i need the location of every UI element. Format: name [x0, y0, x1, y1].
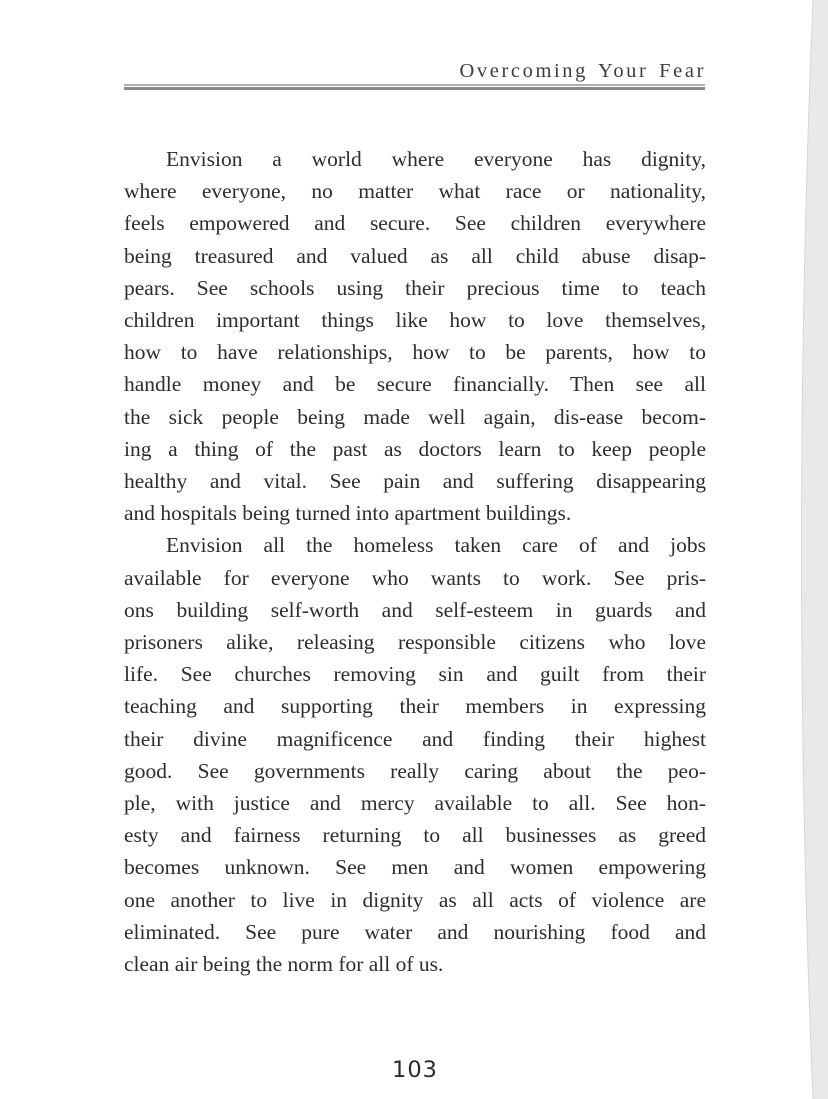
text-line: esty and fairness returning to all businesses as greed: [124, 823, 706, 848]
text-line: ple, with justice and mercy available to all. See hon-: [124, 791, 706, 816]
text-line: life. See churches removing sin and guilt from their: [124, 662, 706, 687]
text-line: ons building self-worth and self-esteem in guards and: [124, 597, 706, 622]
text-line: ing a thing of the past as doctors learn to keep people: [124, 436, 706, 461]
text-line: clean air being the norm for all of us.: [124, 952, 444, 977]
page-number: 103: [392, 1057, 438, 1083]
header-rule-thick-line: [124, 87, 705, 90]
running-head: Overcoming Your Fear: [459, 60, 706, 82]
text-line: the sick people being made well again, dis-ease becom-: [124, 404, 706, 429]
text-line: prisoners alike, releasing responsible citizens who love: [124, 630, 706, 655]
text-line: where everyone, no matter what race or nationality,: [124, 179, 706, 204]
body-text: [124, 143, 706, 980]
text-line: feels empowered and secure. See children everywhere: [124, 211, 706, 236]
text-line: and hospitals being turned into apartment buildings.: [124, 501, 572, 526]
text-line: pears. See schools using their precious time to teach: [124, 275, 706, 300]
text-line: children important things like how to love themselves,: [124, 308, 706, 333]
paragraph-2: [124, 529, 706, 980]
text-line: handle money and be secure financially. Then see all: [124, 372, 706, 397]
text-line: their divine magnificence and finding their highest: [124, 726, 706, 751]
text-line: Envision all the homeless taken care of and jobs: [166, 533, 706, 558]
text-line: Envision a world where everyone has dignity,: [166, 147, 706, 171]
text-line: available for everyone who wants to work. See pris-: [124, 565, 706, 590]
text-line: teaching and supporting their members in expressing: [124, 694, 706, 719]
text-line: how to have relationships, how to be parents, how to: [124, 340, 706, 365]
text-line: good. See governments really caring about the peo-: [124, 758, 706, 783]
text-line: one another to live in dignity as all acts of violence are: [124, 887, 706, 912]
header-double-rule: [124, 84, 705, 90]
text-line: eliminated. See pure water and nourishing food and: [124, 919, 706, 944]
text-line: being treasured and valued as all child abuse disap-: [124, 243, 706, 268]
text-line: healthy and vital. See pain and suffering disappearing: [124, 469, 706, 494]
text-line: becomes unknown. See men and women empowering: [124, 855, 706, 880]
paragraph-1: [124, 143, 706, 529]
